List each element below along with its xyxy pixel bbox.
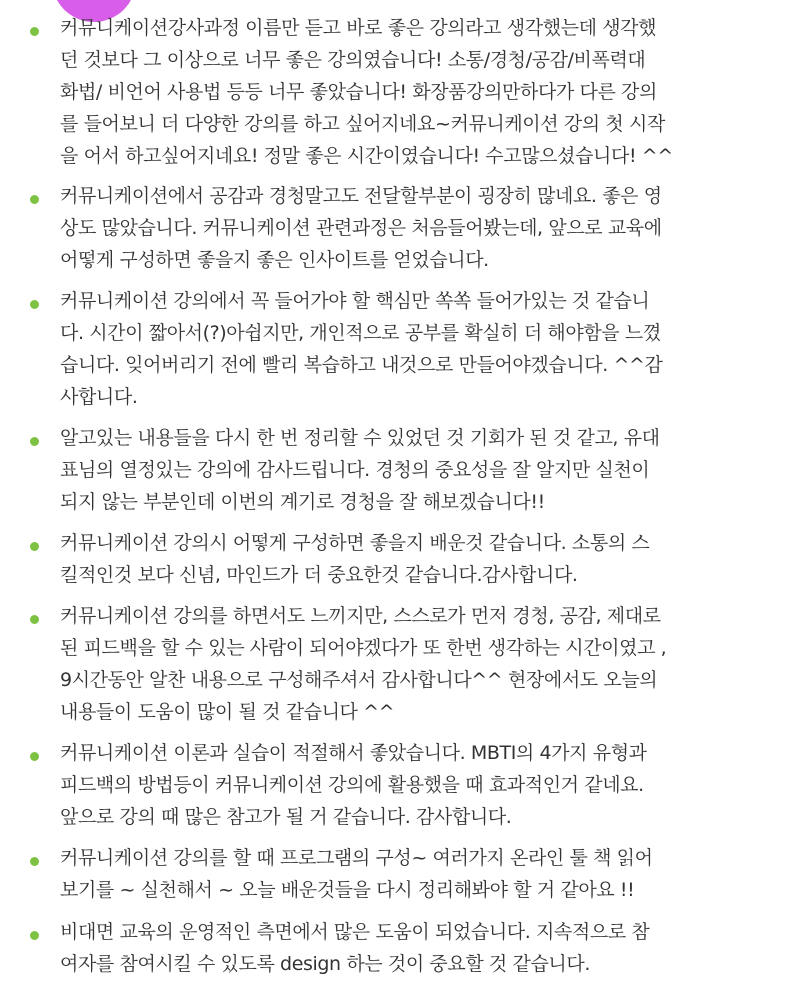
bullet-dot-icon	[30, 542, 39, 551]
comment-text: 커뮤니케이션 강의에서 꼭 들어가야 할 핵심만 쏙쏙 들어가있는 것 같습니 다. 시간이 짧아서(?)아쉽지만, 개인적으로 공부를 확실히 더 해야함을 느꼈 습니다. 잊어버리기 전에 빨리 복습하고 내것으로 만들어야겠습니다. ^^감 사합니다.	[60, 290, 663, 408]
comment-text: 커뮤니케이션 이론과 실습이 적절해서 좋았습니다. MBTI의 4가지 유형과 피드백의 방법등이 커뮤니케이션 강의에 활용했을 때 효과적인거 같네요. 앞으로 강의 때 많은 참고가 될 거 같습니다. 감사합니다.	[60, 742, 647, 828]
comment-text: 커뮤니케이션 강의를 하면서도 느끼지만, 스스로가 먼저 경청, 공감, 제대로 된 피드백을 할 수 있는 사람이 되어야겠다가 또 한번 생각하는 시간이였고 , 9시간동안 알찬 내용으로 구성해주셔서 감사합니다^^ 현장에서도 오늘의 내용들이 도움이 많이 될 것 같습니다 ^^	[60, 605, 667, 723]
bullet-dot-icon	[30, 437, 39, 446]
comment-text: 커뮤니케이션에서 공감과 경청말고도 전달할부분이 굉장히 많네요. 좋은 영 상도 많았습니다. 커뮤니케이션 관련과정은 처음들어봤는데, 앞으로 교육에 어떻게 구성하면 좋을지 좋은 인사이트를 얻었습니다.	[60, 185, 662, 271]
comment-text: 커뮤니케이션 강의를 할 때 프로그램의 구성~ 여러가지 온라인 툴 책 읽어 보기를 ~ 실천해서 ~ 오늘 배운것들을 다시 정리해봐야 할 거 같아요 !!	[60, 847, 653, 901]
bullet-dot-icon	[30, 857, 39, 866]
bullet-dot-icon	[30, 27, 39, 36]
comment-text: 커뮤니케이션 강의시 어떻게 구성하면 좋을지 배운것 같습니다. 소통의 스 킬적인것 보다 신념, 마인드가 더 중요한것 같습니다.감사합니다.	[60, 532, 650, 586]
comment-text: 비대면 교육의 운영적인 측면에서 많은 도움이 되었습니다. 지속적으로 참 여자를 참여시킬 수 있도록 design 하는 것이 중요할 것 같습니다.	[60, 921, 650, 975]
bullet-dot-icon	[30, 300, 39, 309]
comment-text: 커뮤니케이션강사과정 이름만 듣고 바로 좋은 강의라고 생각했는데 생각했 던 것보다 그 이상으로 너무 좋은 강의였습니다! 소통/경청/공감/비폭력대 화법/ 비언어 사용법 등등 너무 좋았습니다! 화장품강의만하다가 다른 강의 를 들어보니 더 다양한 강의를 하고 싶어지네요~커뮤니케이션 강의 첫 시작 을 어서 하고싶어지네요! 정말 좋은 시간이였습니다! 수고많으셨습니다! ^^	[60, 17, 673, 167]
bullet-dot-icon	[30, 752, 39, 761]
bullet-dot-icon	[30, 615, 39, 624]
bullet-dot-icon	[30, 931, 39, 940]
comment-text: 알고있는 내용들을 다시 한 번 정리할 수 있었던 것 기회가 된 것 같고, 유대 표님의 열정있는 강의에 감사드립니다. 경청의 중요성을 잘 알지만 실천이 되지 않는 부분인데 이번의 계기로 경청을 잘 해보겠습니다!!	[60, 427, 660, 513]
bullet-dot-icon	[30, 195, 39, 204]
